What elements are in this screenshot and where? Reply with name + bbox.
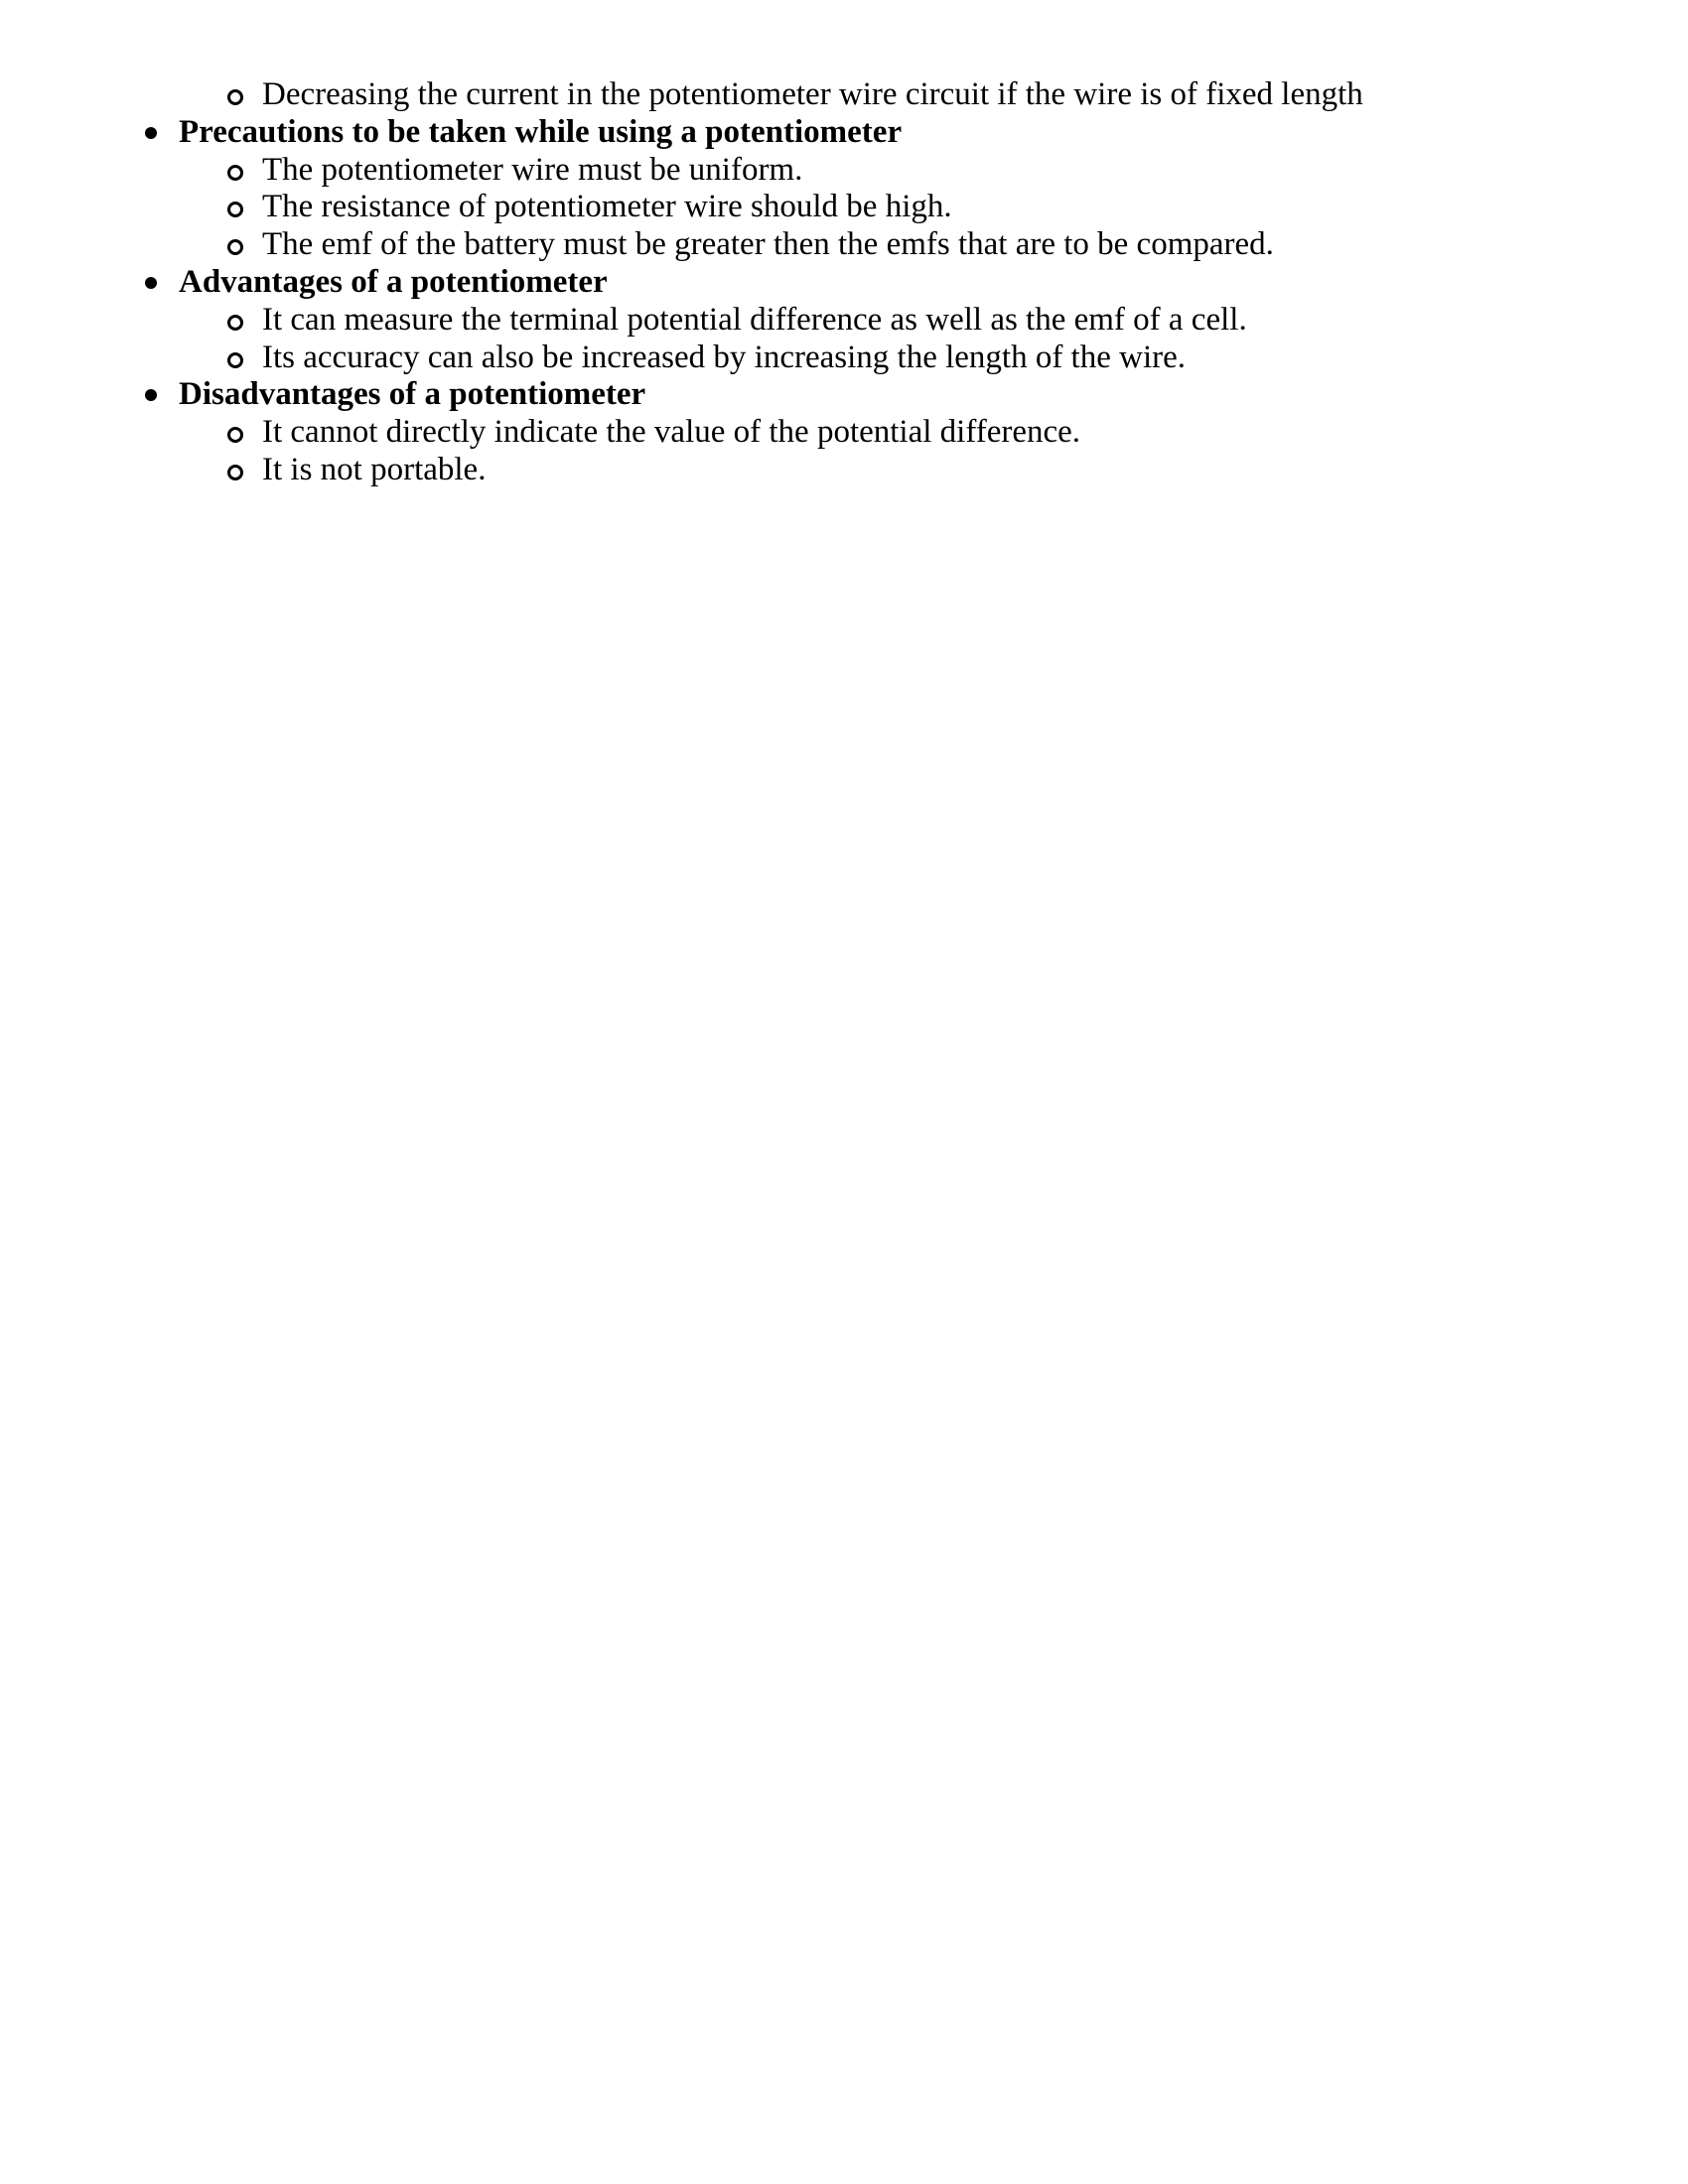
filled-bullet-icon [145, 277, 157, 289]
sub-list-item-text: It is not portable. [262, 451, 487, 487]
hollow-bullet-icon [227, 465, 243, 480]
hollow-bullet-icon [227, 427, 243, 443]
section-heading-precautions [0, 114, 1688, 152]
section-heading-text: Advantages of a potentiometer [179, 263, 608, 300]
hollow-bullet-icon [227, 315, 243, 331]
sub-list-item [0, 340, 1688, 377]
section-heading-disadvantages [0, 376, 1688, 414]
sub-list-item-text: Decreasing the current in the potentiometer wire circuit if the wire is of fixed length [262, 76, 1363, 112]
hollow-bullet-icon [227, 239, 243, 255]
section-heading-text: Precautions to be taken while using a potentiometer [179, 113, 903, 150]
sub-list-item-text: It can measure the terminal potential difference as well as the emf of a cell. [262, 301, 1247, 338]
filled-bullet-icon [145, 389, 157, 401]
sub-list-item-text: It cannot directly indicate the value of the potential difference. [262, 414, 1081, 451]
hollow-bullet-icon [227, 89, 243, 105]
sub-list-item-text: The potentiometer wire must be uniform. [262, 151, 803, 188]
sub-list-item [0, 414, 1688, 452]
hollow-bullet-icon [227, 165, 243, 181]
section-heading-advantages [0, 264, 1688, 302]
sub-list-item-text: The resistance of potentiometer wire should be high. [262, 189, 952, 225]
sub-list-item [0, 302, 1688, 340]
sub-list-item [0, 76, 1688, 114]
bullet-list [0, 76, 1688, 489]
hollow-bullet-icon [227, 352, 243, 368]
sub-list-item-text: Its accuracy can also be increased by increasing the length of the wire. [262, 339, 1187, 375]
sub-list-item [0, 189, 1688, 226]
sub-list-item-text: The emf of the battery must be greater then the emfs that are to be compared. [262, 226, 1274, 263]
sub-list-item [0, 226, 1688, 264]
sub-list-item [0, 152, 1688, 190]
filled-bullet-icon [145, 127, 157, 139]
sub-list-item [0, 452, 1688, 489]
hollow-bullet-icon [227, 202, 243, 217]
section-heading-text: Disadvantages of a potentiometer [179, 376, 646, 413]
